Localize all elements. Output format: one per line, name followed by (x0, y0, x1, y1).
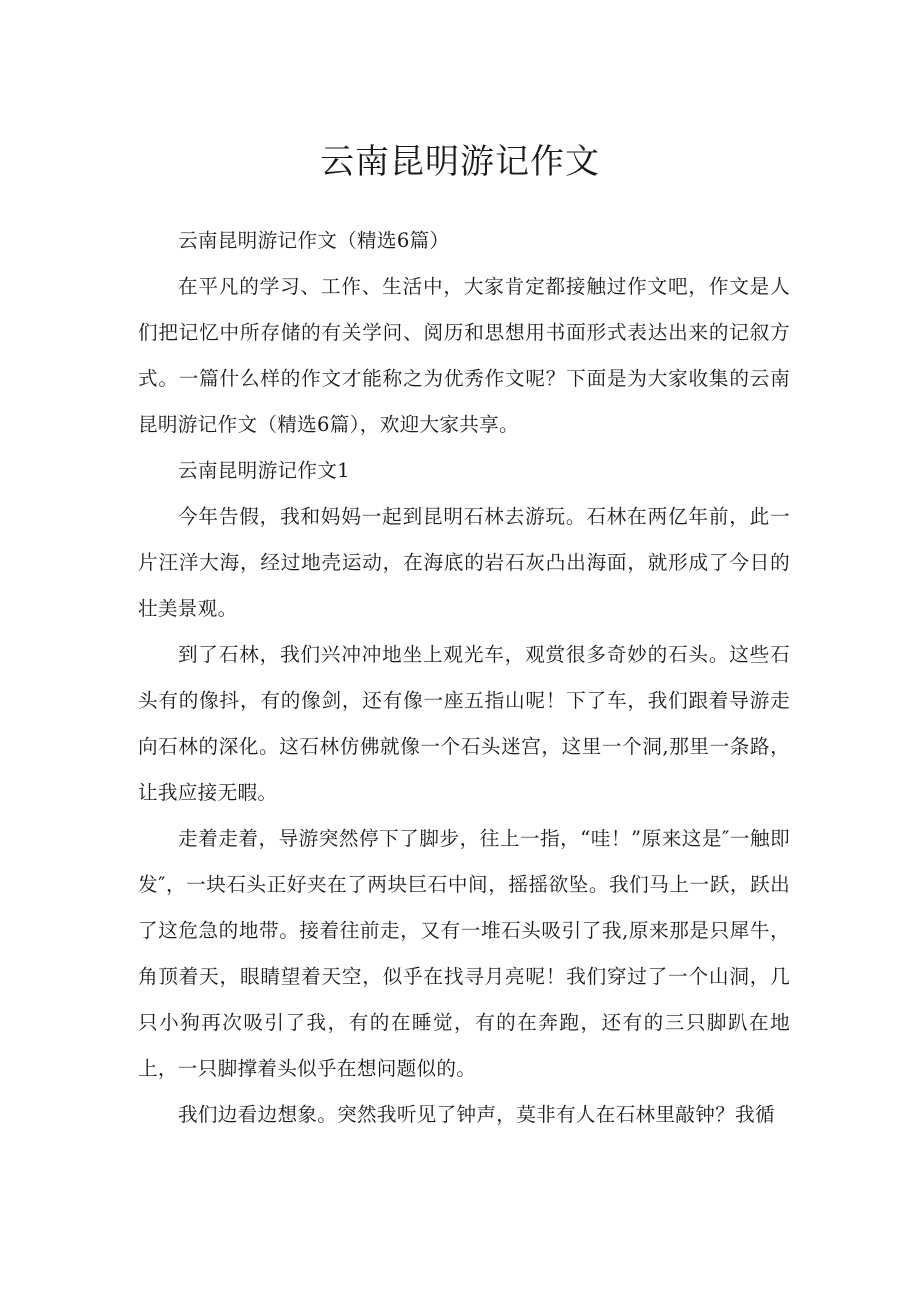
subtitle-paragraph: 云南昆明游记作文（精选6篇） (178, 229, 450, 252)
section-heading: 云南昆明游记作文1 (178, 459, 350, 482)
body-paragraph: 到了石林，我们兴冲冲地坐上观光车，观赏很多奇妙的石头。这些石头有的像抖，有的像剑，还有像一座五指山呢！下了车，我们跟着导游走向石林的深化。这石林仿佛就像一个石头迷宫，这里一个洞,那里一条路，让我应接无暇。 (138, 643, 790, 804)
document-body (138, 218, 790, 1138)
body-paragraph: 走着走着，导游突然停下了脚步，往上一指，“哇！”原来这是″一触即发″，一块石头正好夹在了两块巨石中间，摇摇欲坠。我们马上一跃，跃出了这危急的地带。接着往前走，又有一堆石头吸引了我,原来那是只犀牛，角顶着天，眼睛望着天空，似乎在找寻月亮呢！我们穿过了一个山洞，几只小狗再次吸引了我，有的在睡觉，有的在奔跑，还有的三只脚趴在地上，一只脚撑着头似乎在想问题似的。 (138, 827, 790, 1080)
body-paragraph: 我们边看边想象。突然我听见了钟声，莫非有人在石林里敲钟？我循 (178, 1103, 775, 1126)
body-paragraph: 今年告假，我和妈妈一起到昆明石林去游玩。石林在两亿年前，此一片汪洋大海，经过地壳运动，在海底的岩石灰凸出海面，就形成了今日的壮美景观。 (138, 505, 790, 620)
intro-paragraph: 在平凡的学习、工作、生活中，大家肯定都接触过作文吧，作文是人们把记忆中所存储的有关学问、阅历和思想用书面形式表达出来的记叙方式。一篇什么样的作文才能称之为优秀作文呢？下面是为大家收集的云南昆明游记作文（精选6篇），欢迎大家共享。 (138, 275, 790, 436)
document-title: 云南昆明游记作文 (320, 142, 600, 182)
